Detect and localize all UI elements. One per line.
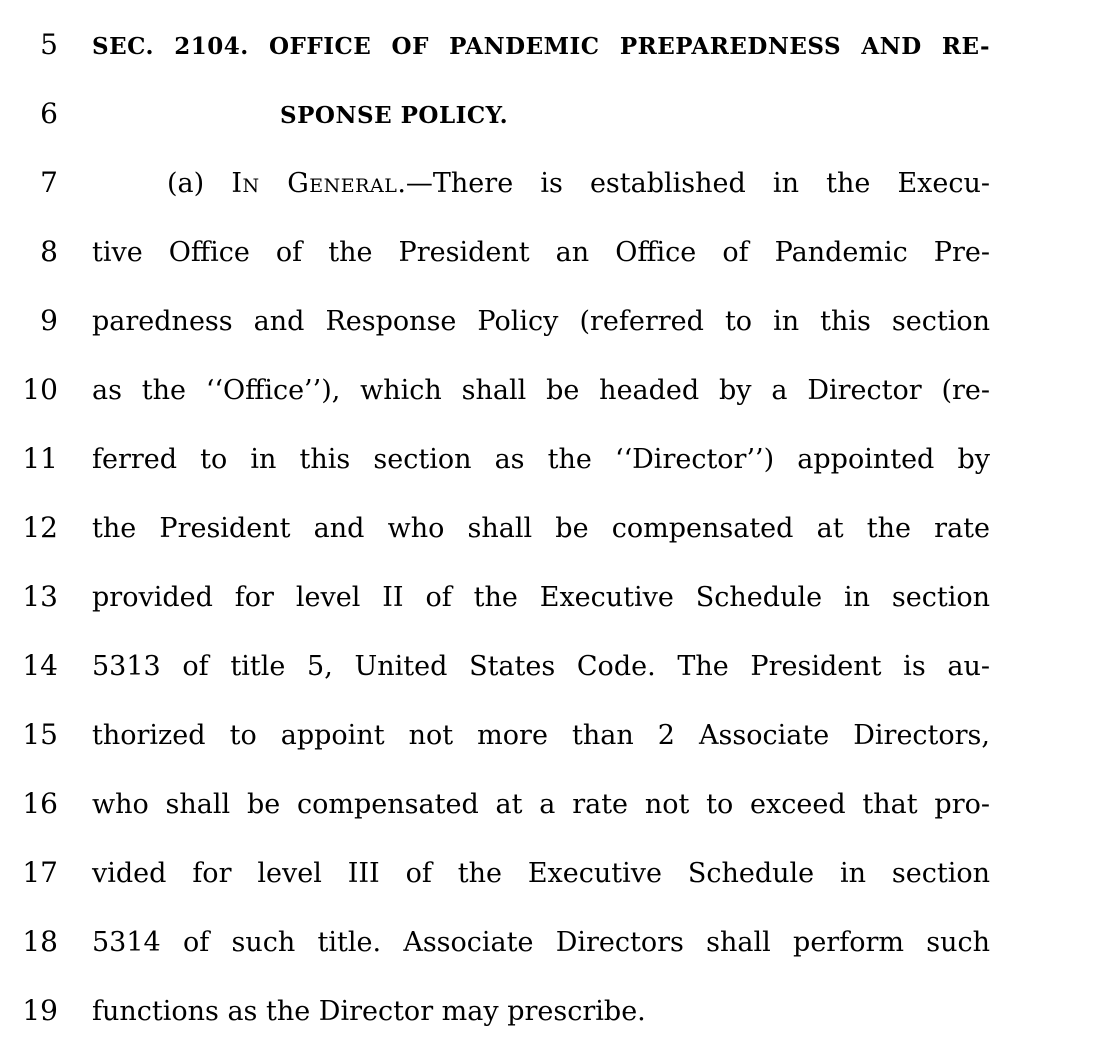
line-number: 11 (22, 442, 58, 475)
line-number: 9 (40, 304, 58, 337)
bill-line (0, 907, 1102, 976)
body-line: provided for level II of the Executive Schedule in section (92, 582, 990, 613)
body-line-last: functions as the Director may prescribe. (92, 996, 646, 1027)
line-number: 13 (22, 580, 58, 613)
bill-line (0, 976, 1102, 1045)
bill-line (0, 424, 1102, 493)
line-number: 7 (40, 166, 58, 199)
bill-line (0, 493, 1102, 562)
body-line: thorized to appoint not more than 2 Associate Directors, (92, 720, 990, 751)
body-line: the President and who shall be compensated at the rate (92, 513, 990, 544)
line-number: 15 (22, 718, 58, 751)
body-line: vided for level III of the Executive Schedule in section (92, 858, 990, 889)
body-text: .—There is established in the Execu- (397, 168, 991, 199)
subsection-label: (a) (167, 168, 232, 199)
line-number: 18 (22, 925, 58, 958)
line-number: 5 (40, 28, 58, 61)
bill-line (0, 769, 1102, 838)
body-line (92, 149, 990, 218)
bill-line (0, 10, 1102, 79)
line-number: 19 (22, 994, 58, 1027)
small-caps-phrase: In General (231, 168, 398, 199)
section-heading-line-1: SEC. 2104. OFFICE OF PANDEMIC PREPAREDNESS AND RE- (92, 33, 990, 60)
body-line: who shall be compensated at a rate not to exceed that pro- (92, 789, 990, 820)
bill-line (0, 79, 1102, 148)
bill-line (0, 286, 1102, 355)
body-line: 5314 of such title. Associate Directors shall perform such (92, 927, 990, 958)
body-line: paredness and Response Policy (referred to in this section (92, 306, 990, 337)
line-number: 10 (22, 373, 58, 406)
line-number: 6 (40, 97, 58, 130)
bill-line (0, 700, 1102, 769)
line-number: 14 (22, 649, 58, 682)
line-number: 16 (22, 787, 58, 820)
bill-line (0, 562, 1102, 631)
bill-line (0, 148, 1102, 217)
bill-line (0, 631, 1102, 700)
bill-line (0, 355, 1102, 424)
bill-line (0, 217, 1102, 286)
body-line: tive Office of the President an Office of Pandemic Pre- (92, 237, 990, 268)
line-number: 12 (22, 511, 58, 544)
bill-line (0, 838, 1102, 907)
body-line: as the ‘‘Office’’), which shall be headed by a Director (re- (92, 375, 990, 406)
body-line: 5313 of title 5, United States Code. The President is au- (92, 651, 990, 682)
body-line: ferred to in this section as the ‘‘Director’’) appointed by (92, 444, 990, 475)
line-number: 17 (22, 856, 58, 889)
section-heading-line-2: SPONSE POLICY. (280, 102, 509, 129)
line-number: 8 (40, 235, 58, 268)
